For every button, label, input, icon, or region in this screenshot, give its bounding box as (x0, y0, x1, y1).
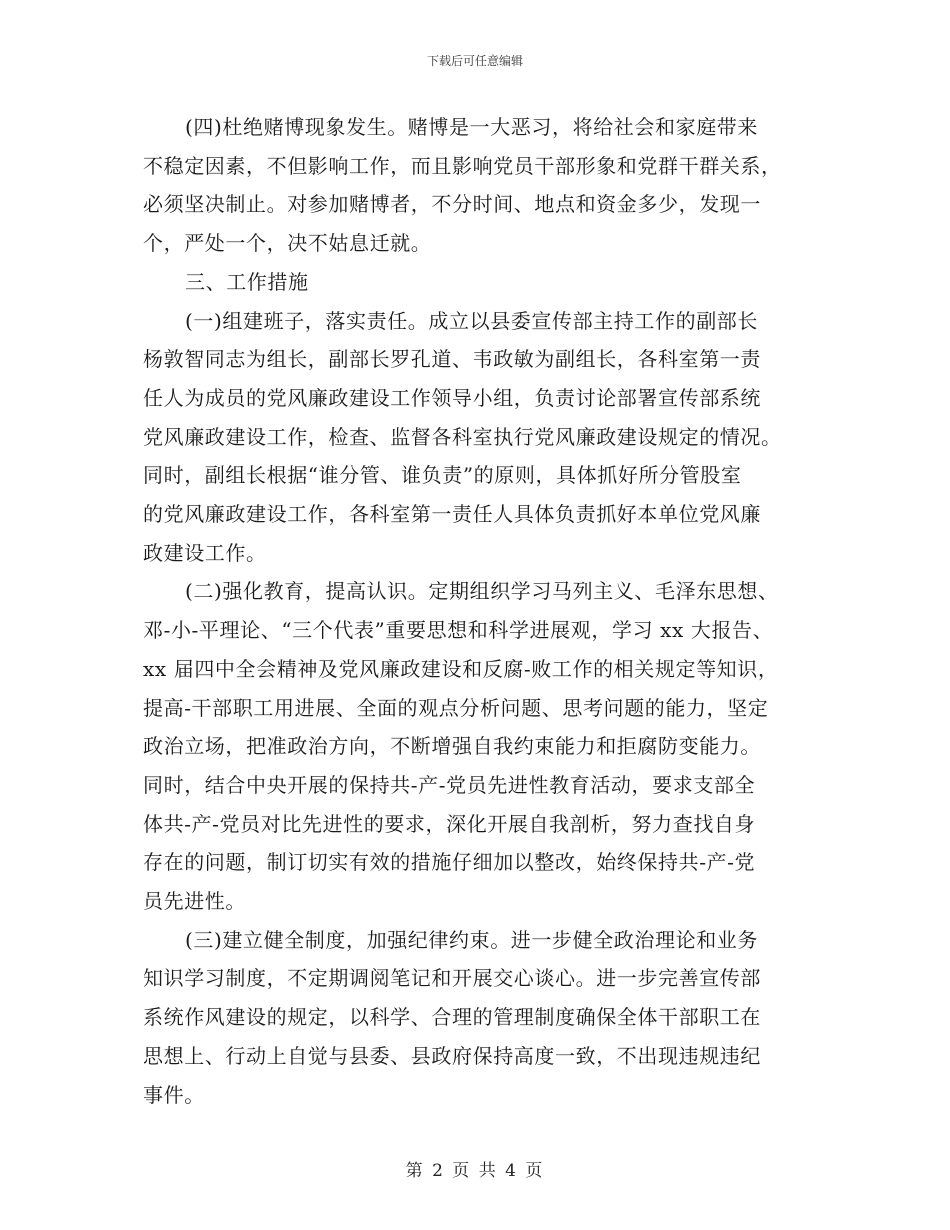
section-heading (143, 263, 813, 302)
text-line: 政治立场，把准政治方向，不断增强自我约束能力和拒腐防变能力。 (143, 734, 761, 759)
text-line: 员先进性。 (143, 889, 246, 914)
text-line: 政建设工作。 (143, 540, 267, 565)
page-number: 第 2 页 共 4 页 (405, 1161, 545, 1181)
paragraph-gambling (143, 108, 813, 263)
text-line: 思想上、行动上自觉与县委、县政府保持高度一致，不出现违规违纪 (143, 1043, 761, 1068)
text-line: xx 届四中全会精神及党风廉政建设和反腐-败工作的相关规定等知识， (143, 656, 779, 681)
text-line: (四)杜绝赌博现象发生。赌博是一大恶习，将给社会和家庭带来 (185, 115, 759, 139)
text-line: 同时，副组长根据“谁分管、谁负责”的原则，具体抓好所分管股室 (143, 463, 742, 488)
text-line: 不稳定因素，不但影响工作，而且影响党员干部形象和党群干群关系， (143, 153, 782, 178)
text-line: (三)建立健全制度，加强纪律约束。进一步健全政治理论和业务 (185, 927, 759, 952)
text-line: 任人为成员的党风廉政建设工作领导小组，负责讨论部署宣传部系统 (143, 385, 761, 410)
text-line: (一)组建班子，落实责任。成立以县委宣传部主持工作的副部长 (185, 308, 759, 333)
text-line: 的党风廉政建设工作，各科室第一责任人具体负责抓好本单位党风廉 (143, 502, 761, 527)
paragraph-team (143, 302, 813, 573)
paragraph-system (143, 921, 813, 1115)
document-body (143, 108, 813, 1114)
paragraph-education (143, 572, 813, 920)
text-line: 杨敦智同志为组长，副部长罗孔道、韦政敏为副组长，各科室第一责 (143, 347, 761, 372)
page-header: 下载后可任意编辑 (426, 54, 523, 68)
text-line: 体共-产-党员对比先进性的要求，深化开展自我剖析，努力查找自身 (143, 811, 756, 836)
text-line: 同时，结合中央开展的保持共-产-党员先进性教育活动，要求支部全 (143, 772, 756, 797)
text-line: 三、工作措施 (185, 269, 309, 294)
text-line: 系统作风建设的规定，以科学、合理的管理制度确保全体干部职工在 (143, 1005, 761, 1030)
text-line: 提高-干部职工用进展、全面的观点分析问题、思考问题的能力，坚定 (143, 695, 769, 720)
text-line: (二)强化教育，提高认识。定期组织学习马列主义、毛泽东思想、 (185, 579, 779, 604)
text-line: 个，严处一个，决不姑息迁就。 (143, 231, 432, 256)
text-line: 知识学习制度，不定期调阅笔记和开展交心谈心。进一步完善宣传部 (143, 966, 761, 991)
text-line: 存在的问题，制订切实有效的措施仔细加以整改，始终保持共-产-党 (143, 850, 756, 875)
text-line: 必须坚决制止。对参加赌博者，不分时间、地点和资金多少，发现一 (143, 192, 761, 217)
text-line: 邓-小-平理论、“三个代表”重要思想和科学进展观，学习 xx 大报告、 (143, 618, 774, 643)
text-line: 党风廉政建设工作，检查、监督各科室执行党风廉政建设规定的情况。 (143, 424, 782, 449)
text-line: 事件。 (143, 1082, 205, 1107)
